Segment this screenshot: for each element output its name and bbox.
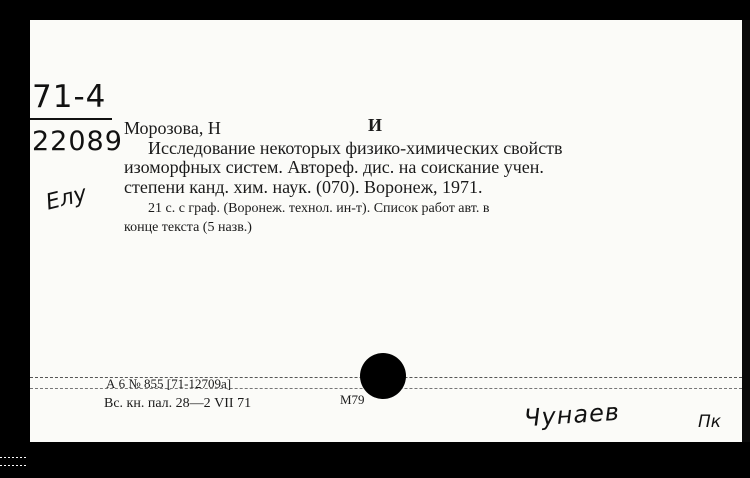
order-code: М79: [340, 392, 365, 407]
card-right-edge: [742, 20, 750, 442]
author-initial-extra: И: [368, 115, 383, 135]
call-number-top: 71-4: [32, 79, 107, 115]
catalog-card: [30, 20, 742, 442]
handwritten-signature: Чунаев: [523, 397, 621, 433]
entry-line-5: конце текста (5 назв.): [124, 220, 252, 235]
entry-line-1: Исследование некоторых физико-химических свойств: [148, 138, 563, 158]
entry-line-4: 21 с. с граф. (Воронеж. технол. ин-т). Список работ авт. в: [148, 201, 490, 216]
entry-line-3: степени канд. хим. наук. (070). Воронеж, 1971.: [124, 177, 483, 197]
handwritten-left-note: Елу: [43, 181, 90, 216]
record-number: А 6 № 855 [71-12709а]: [106, 376, 232, 391]
handwritten-initials: Пк: [698, 412, 722, 432]
call-number-bottom: 22089: [32, 126, 123, 157]
call-number-divider: [30, 118, 112, 120]
scan-edge-marks: [0, 455, 26, 471]
print-info: Вс. кн. пал. 28—2 VII 71: [104, 396, 252, 411]
punch-hole: [360, 353, 406, 399]
entry-line-2: изоморфных систем. Автореф. дис. на соискание учен.: [124, 157, 544, 177]
author-name: Морозова, Н: [124, 118, 221, 138]
